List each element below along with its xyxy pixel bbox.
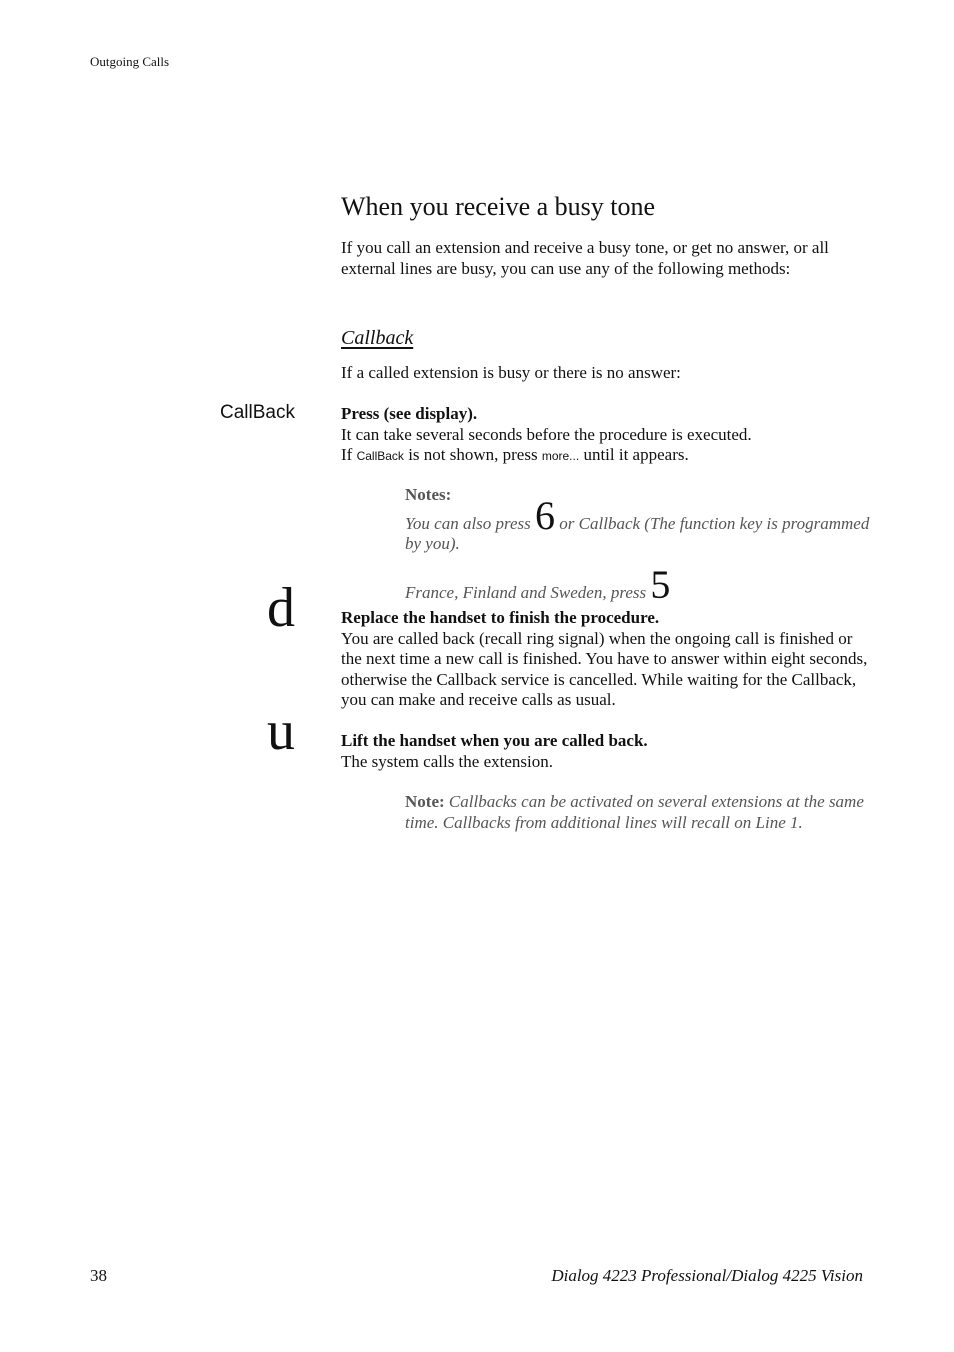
- product-name: Dialog 4223 Professional/Dialog 4225 Vision: [551, 1266, 863, 1285]
- digit-key-6: 6: [535, 492, 556, 538]
- step-title: Replace the handset to finish the procedure.: [341, 608, 660, 627]
- text-fragment: until it appears.: [579, 445, 689, 464]
- display-key-callback: CallBack: [356, 449, 404, 463]
- section-heading: When you receive a busy tone: [341, 192, 656, 221]
- step-text: It can take several seconds before the procedure is executed.: [341, 424, 752, 444]
- step-lift-handset: [341, 731, 871, 772]
- notes-text-2: [405, 561, 875, 607]
- notes-label: Notes:: [405, 485, 452, 504]
- digit-key-5: 5: [650, 561, 671, 607]
- step-replace-handset: [341, 608, 871, 711]
- handset-down-icon: d: [267, 577, 295, 639]
- text-fragment: or Callback (The function key is programmed by you).: [405, 513, 870, 553]
- step-text: You are called back (recall ring signal) when the ongoing call is finished or the next time a new call is finished. You have to answer within eight seconds, otherwise the Callback service is cancelled. While waiting for the Callback, you can make and receive calls as usual.: [341, 628, 868, 709]
- notes-block: [405, 485, 875, 607]
- intro-paragraph: If you call an extension and receive a busy tone, or get no answer, or all external lines are busy, you can use any of the following methods:: [341, 238, 829, 278]
- text-fragment: You can also press: [405, 513, 536, 533]
- display-key-more: more...: [541, 449, 580, 463]
- callback-intro: If a called extension is busy or there is no answer:: [341, 363, 681, 382]
- step-text: The system calls the extension.: [341, 751, 553, 771]
- step-press-callback: [341, 404, 871, 467]
- page-number: 38: [90, 1266, 107, 1285]
- text-fragment: If: [341, 445, 357, 464]
- step-text-more: [341, 445, 871, 467]
- handset-up-icon: u: [267, 700, 295, 762]
- running-header: Outgoing Calls: [90, 54, 170, 69]
- step-title: Press (see display).: [341, 404, 478, 423]
- note-block: [405, 792, 875, 833]
- text-fragment: France, Finland and Sweden, press: [405, 582, 651, 602]
- text-fragment: is not shown, press: [403, 445, 542, 464]
- callback-key-label: CallBack: [220, 402, 295, 423]
- note-label: Note:: [405, 792, 445, 811]
- callback-subheading: Callback: [341, 327, 414, 349]
- note-text: Callbacks can be activated on several extensions at the same time. Callbacks from additional lines will recall on Line 1.: [405, 792, 864, 832]
- step-title: Lift the handset when you are called back.: [341, 731, 648, 750]
